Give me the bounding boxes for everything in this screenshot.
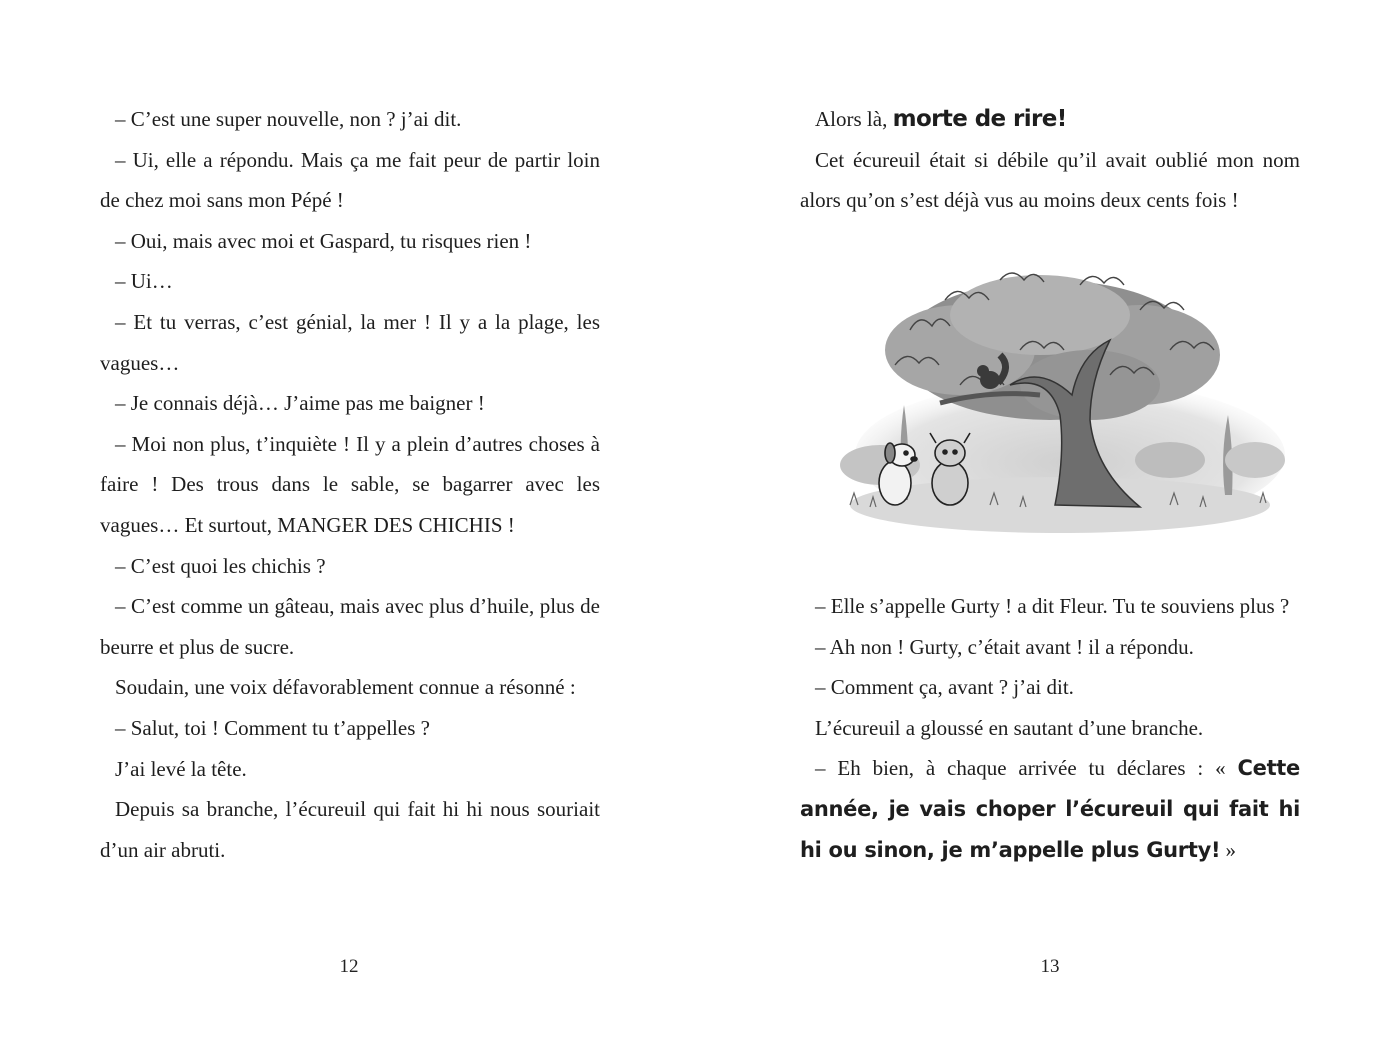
paragraph: – Salut, toi ! Comment tu t’appelles ? xyxy=(115,715,430,740)
right-page-text-bottom xyxy=(800,586,1300,870)
paragraph: – Je connais déjà… J’aime pas me baigner ! xyxy=(115,391,485,416)
tree-illustration xyxy=(840,255,1285,545)
right-page xyxy=(700,0,1400,1050)
tree-with-squirrel-and-dogs-illustration xyxy=(840,255,1285,545)
paragraph: J’ai levé la tête. xyxy=(115,756,247,781)
left-page-text xyxy=(100,99,600,870)
page-number: 12 xyxy=(339,956,359,977)
intro-emphasis: morte de rire! xyxy=(892,106,1067,132)
paragraph: – Comment ça, avant ? j’ai dit. xyxy=(815,675,1074,700)
paragraph: – C’est quoi les chichis ? xyxy=(115,553,326,578)
last-emphasis: Cette année, je vais choper l’écureuil qui fait hi hi ou sinon, je m’appelle plus Gurty! xyxy=(800,756,1300,862)
paragraph: Soudain, une voix défavorablement connue a résonné : xyxy=(115,675,576,700)
paragraph: – C’est une super nouvelle, non ? j’ai dit. xyxy=(115,107,462,131)
last-prefix: – Eh bien, à chaque arrivée tu déclares : « xyxy=(815,756,1238,781)
paragraph: – Elle s’appelle Gurty ! a dit Fleur. Tu te souviens plus ? xyxy=(815,594,1290,618)
paragraph: – C’est comme un gâteau, mais avec plus d’huile, plus de beurre et plus de sucre. xyxy=(100,594,600,659)
intro-prefix: Alors là, xyxy=(815,107,893,131)
paragraph-last xyxy=(800,748,1300,870)
paragraph: – Ui, elle a répondu. Mais ça me fait peur de partir loin de chez moi sans mon Pépé ! xyxy=(100,147,600,213)
last-suffix: » xyxy=(1220,837,1236,862)
paragraph: – Et tu verras, c’est génial, la mer ! Il y a la plage, les vagues… xyxy=(100,309,600,375)
page-number: 13 xyxy=(1040,956,1060,977)
paragraph: – Oui, mais avec moi et Gaspard, tu risques rien ! xyxy=(115,228,532,253)
paragraph: – Moi non plus, t’inquiète ! Il y a plein d’autres choses à faire ! Des trous dans le sable, se bagarrer avec les vagues… Et surtout, MANGER DES CHICHIS ! xyxy=(100,431,600,537)
paragraph: Cet écureuil était si débile qu’il avait oublié mon nom alors qu’on s’est déjà vus au moins deux cents fois ! xyxy=(800,147,1300,213)
paragraph: – Ah non ! Gurty, c’était avant ! il a répondu. xyxy=(815,634,1194,659)
paragraph: – Ui… xyxy=(115,269,173,294)
paragraph: L’écureuil a gloussé en sautant d’une branche. xyxy=(815,715,1204,740)
right-page-text-top xyxy=(800,99,1300,221)
paragraph: Depuis sa branche, l’écureuil qui fait hi hi nous souriait d’un air abruti. xyxy=(100,797,600,862)
paragraph-intro xyxy=(800,99,1300,140)
